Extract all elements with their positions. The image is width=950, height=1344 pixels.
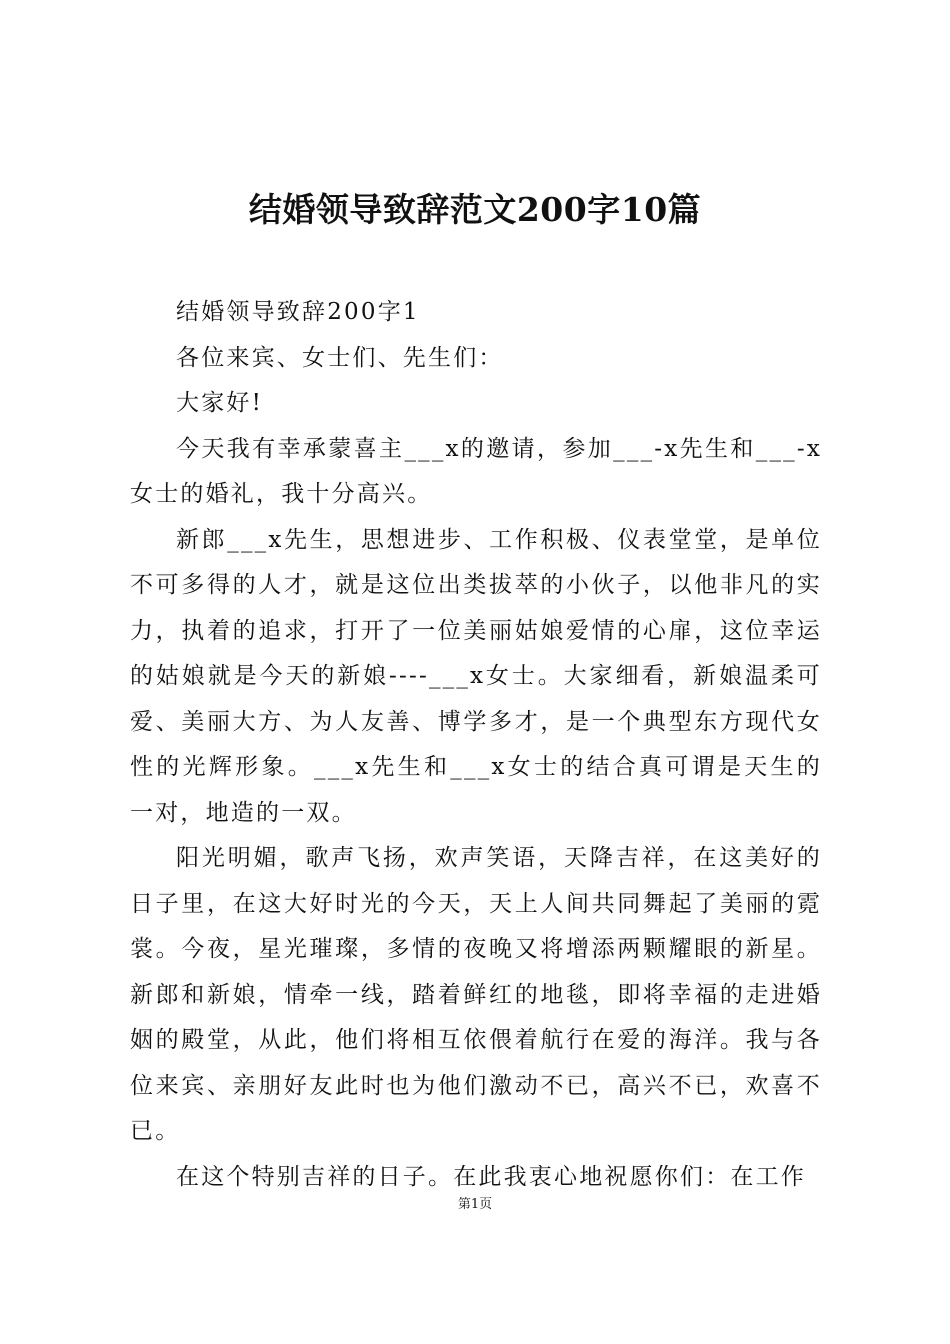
paragraph: 新郎___x先生，思想进步、工作积极、仪表堂堂，是单位不可多得的人才，就是这位出类拔萃的小伙子，以他非凡的实力，执着的追求，打开了一位美丽姑娘爱情的心扉，这位幸运的姑娘就是今天的新娘----___x女士。大家细看，新娘温柔可爱、美丽大方、为人友善、博学多才，是一个典型东方现代女性的光辉形象。___x先生和___x女士的结合真可谓是天生的一对，地造的一双。 [130,526,822,826]
paragraph: 今天我有幸承蒙喜主___x的邀请，参加___-x先生和___-x女士的婚礼，我十分高兴。 [130,435,822,507]
paragraph-greeting: 大家好! [176,390,264,416]
paragraph: 阳光明媚，歌声飞扬，欢声笑语，天降吉祥，在这美好的日子里，在这大好时光的今天，天上人间共同舞起了美丽的霓裳。今夜，星光璀璨，多情的夜晚又将增添两颗耀眼的新星。新郎和新娘，情牵一线，踏着鲜红的地毯，即将幸福的走进婚姻的殿堂，从此，他们将相互依偎着航行在爱的海洋。我与各位来宾、亲朋好友此时也为他们激动不已，高兴不已，欢喜不已。 [130,845,822,1144]
document-body [130,290,822,1200]
paragraph: 在这个特别吉祥的日子。在此我衷心地祝愿你们：在工作 [176,1163,806,1190]
paragraph-subtitle: 结婚领导致辞200字1 [176,299,420,325]
document-title: 结婚领导致辞范文200字10篇 [248,190,702,229]
paragraph-salutation: 各位来宾、女士们、先生们： [176,344,504,371]
page-number: 第1页 [457,1197,493,1212]
